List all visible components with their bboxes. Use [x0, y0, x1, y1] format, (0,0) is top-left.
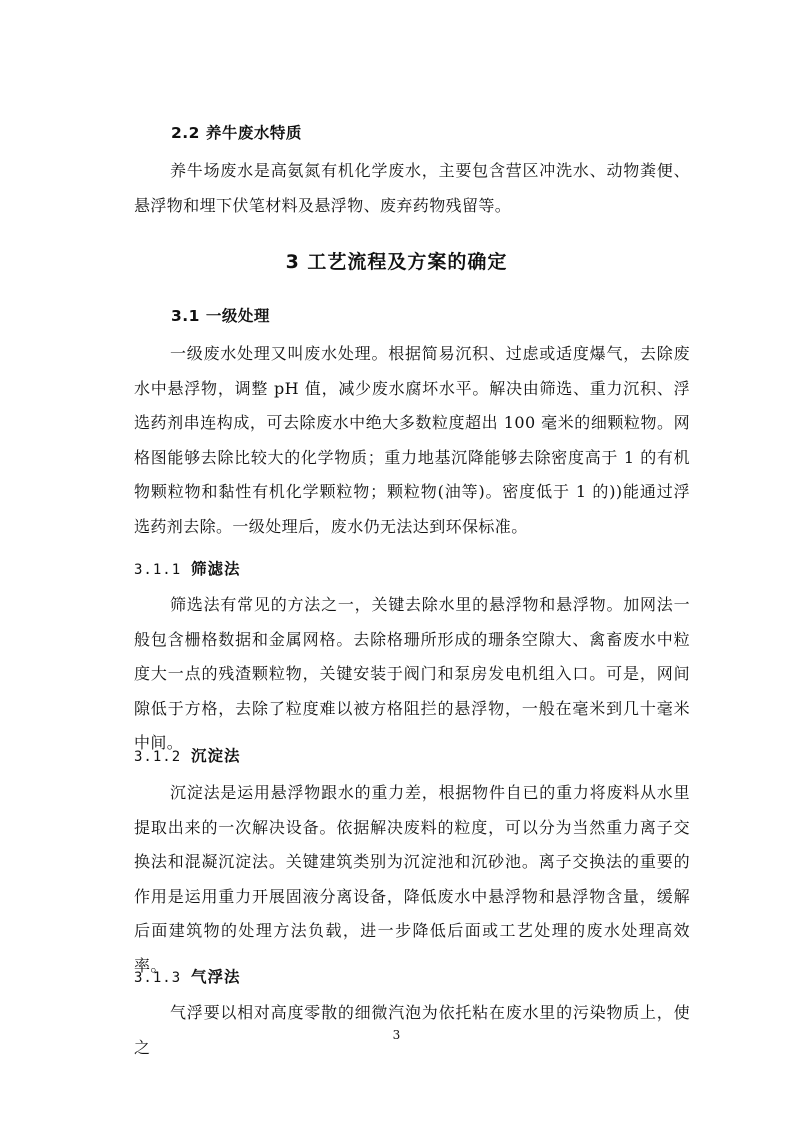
section-heading-3-1-3	[134, 965, 240, 987]
section-title: 气浮法	[190, 968, 241, 986]
section-3-1-2-paragraph: 沉淀法是运用悬浮物跟水的重力差，根据物件自已的重力将废料从水里提取出来的一次解决设备。依据解决废料的粒度，可以分为当然重力离子交换法和混凝沉淀法。关键建筑类别为沉淀池和沉砂池。离子交换法的重要的作用是运用重力开展固液分离设备，降低废水中悬浮物和悬浮物含量，缓解后面建筑物的处理方法负载，进一步降低后面或工艺处理的废水处理高效率。	[134, 783, 690, 975]
section-title: 沉淀法	[190, 747, 241, 765]
section-heading-3-1: 3.1 一级处理	[171, 307, 270, 325]
section-heading-3-1-1	[134, 557, 240, 579]
section-number: 3.1.3	[134, 970, 182, 986]
section-3-1-3-paragraph: 气浮要以相对高度零散的细微汽泡为依托粘在废水里的污染物质上，使之	[134, 1003, 690, 1057]
section-title: 筛滤法	[190, 560, 241, 578]
page-number: 3	[392, 1028, 401, 1042]
section-3-1-paragraph: 一级废水处理又叫废水处理。根据简易沉积、过虑或适度爆气，去除废水中悬浮物，调整 pH 值，减少废水腐坏水平。解决由筛选、重力沉积、浮选药剂串连构成，可去除废水中绝大多数粒度超出 100 毫米的细颗粒物。网格图能够去除比较大的化学物质；重力地基沉降能够去除密度高于 1 的有机物颗粒物和黏性有机化学颗粒物；颗粒物(油等)。密度低于 1 的))能通过浮选药剂去除。一级处理后，废水仍无法达到环保标准。	[134, 344, 690, 536]
section-number: 3.1.2	[134, 749, 182, 765]
section-number: 3.1.1	[134, 562, 182, 578]
section-heading-2-2: 2.2 养牛废水特质	[171, 124, 302, 142]
section-2-2-paragraph: 养牛场废水是高氨氮有机化学废水，主要包含营区冲洗水、动物粪便、悬浮物和埋下伏笔材料及悬浮物、废弃药物残留等。	[134, 161, 690, 215]
chapter-3-title: 3 工艺流程及方案的确定	[285, 251, 508, 273]
section-heading-3-1-2	[134, 744, 240, 766]
section-3-1-1-paragraph: 筛选法有常见的方法之一，关键去除水里的悬浮物和悬浮物。加网法一般包含栅格数据和金属网格。去除格珊所形成的珊条空隙大、禽畜废水中粒度大一点的残渣颗粒物，关键安装于阀门和泵房发电机组入口。可是，网间隙低于方格，去除了粒度难以被方格阻拦的悬浮物，一般在毫米到几十毫米中间。	[134, 595, 690, 752]
